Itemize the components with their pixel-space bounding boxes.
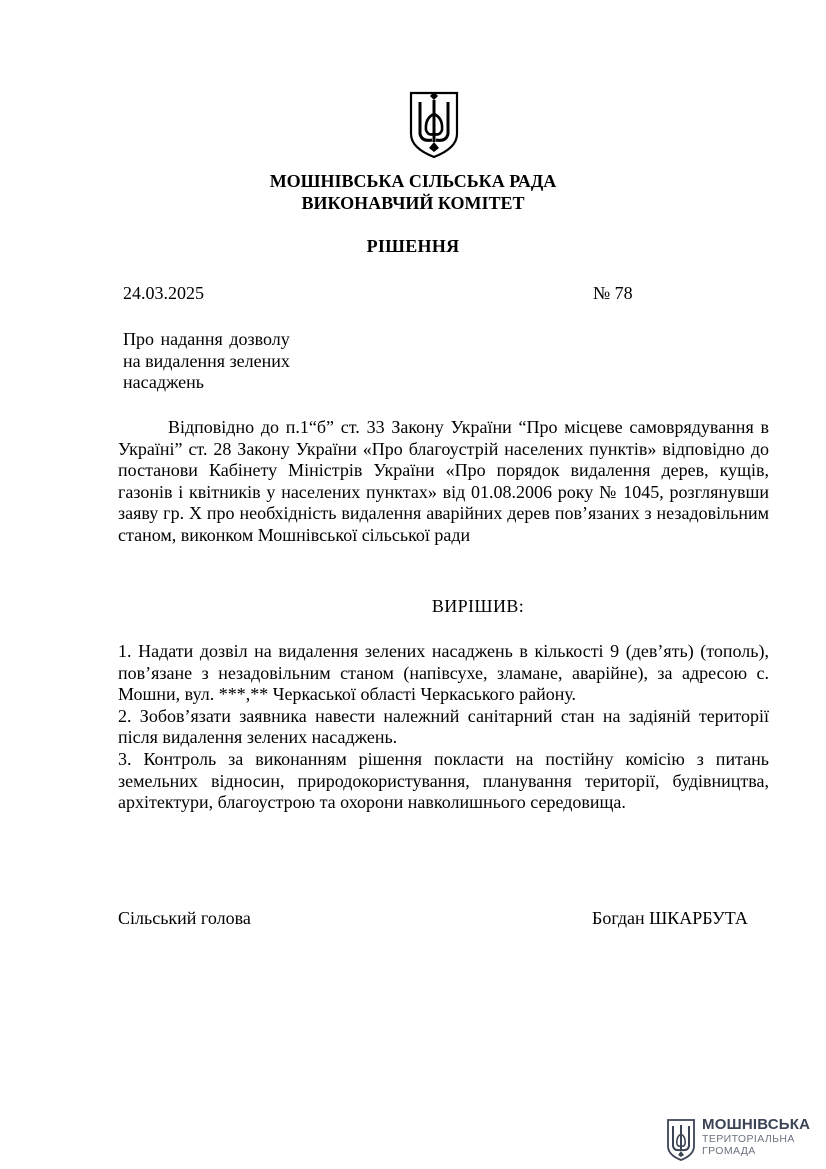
document-type: РІШЕННЯ [366, 236, 460, 256]
preamble-paragraph: Відповідно до п.1“б” ст. 33 Закону України “Про місцеве самоврядування в Україні” ст. 28 Закону України «Про благоустрій населених пунктів» відповідно до постанови Кабінету Міністрів України «Про порядок видалення дерев, кущів, газонів і квітників у населених пунктах» від 01.08.2006 року № 1045, розглянувши заяву гр. Х про необхідність видалення аварійних дерев пов’язаних з незадовільним станом, виконком Мошнівської сільської ради [118, 417, 769, 545]
community-logo [666, 1116, 811, 1164]
logo-line-1: МОШНІВСЬКА [702, 1116, 811, 1133]
subject-line: Про надання дозволу [123, 329, 290, 349]
decision-date: 24.03.2025 [123, 283, 204, 303]
decision-item-2: 2. Зобов’язати заявника навести належний санітарний стан на задіяній території після видалення зелених насаджень. [118, 705, 769, 748]
signatory-title: Сільський голова [118, 908, 251, 928]
decision-item-3: 3. Контроль за виконанням рішення покласти на постійну комісію з питань земельних відносин, природокористування, планування території, будівництва, архітектури, благоустрою та охорони навколишнього середовища. [118, 748, 769, 813]
committee-name: ВИКОНАВЧИЙ КОМІТЕТ [301, 193, 525, 213]
signatory-name: Богдан ШКАРБУТА [592, 908, 748, 928]
decision-items [118, 641, 769, 814]
logo-text [702, 1117, 810, 1157]
logo-line-3: ГРОМАДА [702, 1145, 756, 1157]
resolve-heading: ВИРІШИВ: [431, 596, 525, 616]
coat-of-arms-icon [408, 90, 460, 160]
decision-number: № 78 [593, 283, 633, 303]
logo-line-2: ТЕРИТОРІАЛЬНА [702, 1133, 795, 1145]
decision-subject [123, 329, 353, 394]
trident-logo-icon [666, 1118, 696, 1162]
council-name: МОШНІВСЬКА СІЛЬСЬКА РАДА [269, 171, 557, 191]
decision-item-1: 1. Надати дозвіл на видалення зелених насаджень в кількості 9 (дев’ять) (тополь), пов’язане з незадовільним станом (напівсухе, зламане, аварійне), за адресою с. Мошни, вул. ***,** Черкаської області Черкаського району. [118, 641, 769, 705]
subject-line: на видалення зелених [123, 350, 290, 371]
subject-line: насаджень [123, 372, 205, 392]
